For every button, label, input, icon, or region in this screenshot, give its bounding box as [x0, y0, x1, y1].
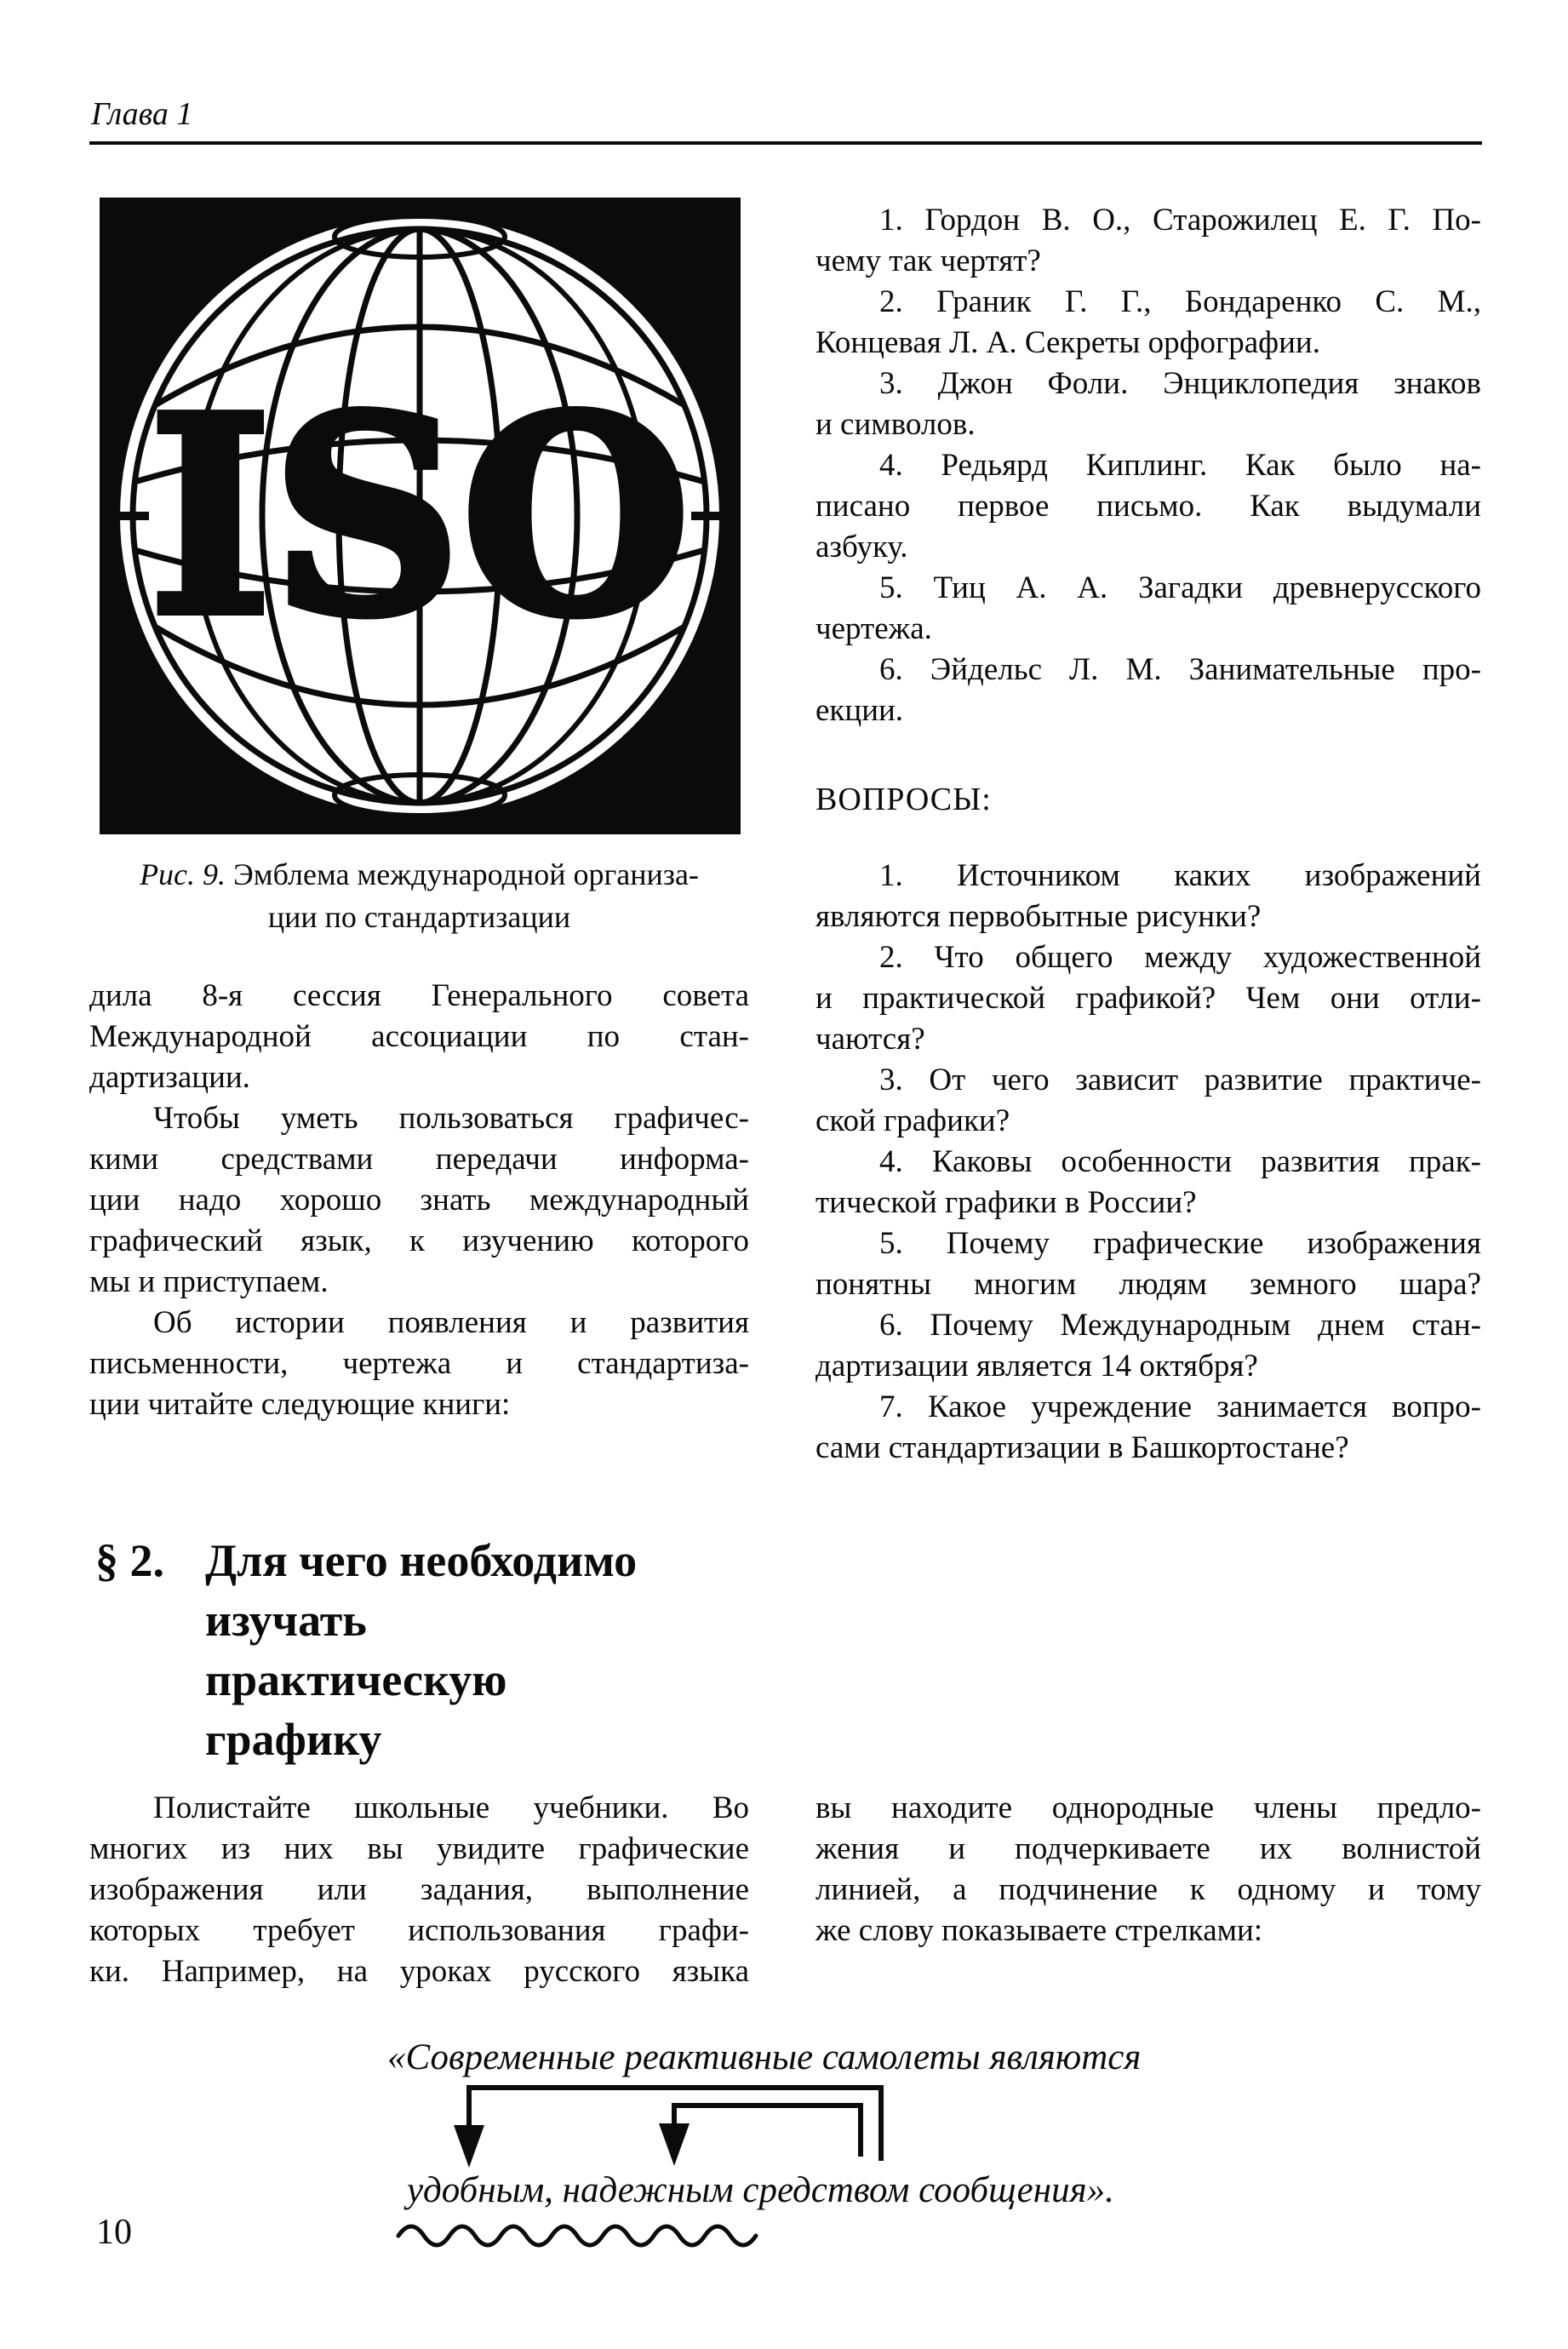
- questions-heading: ВОПРОСЫ:: [815, 782, 992, 817]
- text-line: Международной ассоциации по стан-: [89, 1019, 749, 1054]
- text-line: изучать: [205, 1595, 367, 1646]
- text-line: и символов.: [815, 407, 976, 442]
- text-line: чаются?: [815, 1022, 925, 1057]
- text-line: понятны многим людям земного шара?: [815, 1267, 1481, 1302]
- text-line: многих из них вы увидите графические: [89, 1831, 749, 1866]
- text-line: графический язык, к изучению которого: [89, 1223, 749, 1258]
- text-line: 6. Эйдельс Л. М. Занимательные про-: [879, 652, 1481, 687]
- text-line: писано первое письмо. Как выдумали: [815, 489, 1481, 524]
- text-line: 2. Что общего между художественной: [879, 940, 1481, 975]
- text-line: чертежа.: [815, 611, 932, 646]
- text-line: ки. Например, на уроках русского языка: [89, 1954, 749, 1989]
- text-line: екции.: [815, 693, 904, 728]
- diagram-bracket-inner: [674, 2106, 861, 2157]
- wavy-underline: [398, 2226, 756, 2245]
- text-line: являются первобытные рисунки?: [815, 899, 1262, 934]
- text-line: 4. Каковы особенности развития прак-: [879, 1144, 1481, 1179]
- diagram-arrowhead-middle: [659, 2123, 690, 2166]
- diagram-bracket-outer: [469, 2088, 881, 2161]
- quote-line-1: «Современные реактивные самолеты являются: [387, 2037, 1142, 2077]
- figure-caption-label: Рис. 9.: [140, 857, 226, 891]
- text-line: вы находите однородные члены предло-: [815, 1790, 1481, 1825]
- text-line: ской графики?: [815, 1103, 1010, 1138]
- bottom-left-text: [89, 1788, 749, 1992]
- text-line: и практической графикой? Чем они отли-: [815, 981, 1481, 1016]
- iso-figure: [100, 198, 741, 834]
- text-line: графику: [205, 1714, 382, 1765]
- figure-caption-text: Эмблема международной организа-: [226, 857, 699, 891]
- text-line: дартизации является 14 октября?: [815, 1349, 1258, 1384]
- text-line: кими средствами передачи информа-: [89, 1142, 749, 1177]
- text-line: 1. Источником каких изображений: [879, 858, 1481, 893]
- text-line: тической графики в России?: [815, 1185, 1197, 1220]
- text-line: дила 8-я сессия Генерального совета: [89, 978, 749, 1013]
- text-line: 3. Джон Фоли. Энциклопедия знаков: [879, 366, 1481, 401]
- text-line: Об истории появления и развития: [153, 1305, 749, 1340]
- text-line: которых требует использования графи-: [89, 1913, 749, 1948]
- text-line: азбуку.: [815, 530, 908, 564]
- questions-list: [815, 856, 1481, 1469]
- section-number: § 2.: [95, 1535, 164, 1586]
- text-line: же слову показываете стрелками:: [815, 1913, 1263, 1948]
- left-column-text: [89, 976, 749, 1425]
- text-line: Полистайте школьные учебники. Во: [153, 1790, 749, 1825]
- text-line: изображения или задания, выполнение: [89, 1872, 749, 1907]
- header-rule: [89, 141, 1482, 145]
- text-line: дартизации.: [89, 1060, 250, 1095]
- text-line: сами стандартизации в Башкортостане?: [815, 1430, 1349, 1465]
- page-number: 10: [96, 2213, 132, 2252]
- text-line: 3. От чего зависит развитие практиче-: [879, 1063, 1481, 1097]
- figure-caption-line2: ции по стандартизации: [267, 900, 571, 934]
- chapter-header: Глава 1: [91, 96, 193, 132]
- text-line: линией, а подчинение к одному и тому: [815, 1872, 1481, 1907]
- book-list: [815, 200, 1481, 731]
- bottom-right-text: [815, 1788, 1481, 1951]
- text-line: ции читайте следующие книги:: [89, 1387, 511, 1422]
- iso-emblem-image: [100, 198, 741, 834]
- text-line: письменности, чертежа и стандартиза-: [89, 1346, 749, 1381]
- text-line: Концевая Л. А. Секреты орфографии.: [815, 325, 1320, 360]
- text-line: практическую: [205, 1654, 507, 1705]
- text-line: 5. Почему графические изображения: [879, 1226, 1481, 1261]
- text-line: ции надо хорошо знать международный: [89, 1183, 749, 1217]
- text-line: Чтобы уметь пользоваться графичес-: [153, 1101, 749, 1136]
- diagram-arrowhead-left: [454, 2125, 484, 2168]
- text-line: Для чего необходимо: [205, 1535, 638, 1586]
- text-line: чему так чертят?: [815, 243, 1041, 278]
- text-line: 2. Граник Г. Г., Бондаренко С. М.,: [879, 284, 1481, 319]
- text-line: 5. Тиц А. А. Загадки древнерусского: [879, 570, 1481, 605]
- quote-line-2: удобным, надежным средством сообщения».: [407, 2170, 1114, 2210]
- figure-caption: [89, 853, 749, 938]
- text-line: 4. Редьярд Киплинг. Как было на-: [879, 448, 1481, 483]
- text-line: 7. Какое учреждение занимается вопро-: [879, 1389, 1481, 1424]
- text-line: мы и приступаем.: [89, 1264, 329, 1299]
- figure-caption-line1: [89, 853, 749, 896]
- iso-lettering: ISO: [149, 357, 690, 675]
- text-line: жения и подчеркиваете их волнистой: [815, 1831, 1481, 1866]
- text-line: 6. Почему Международным днем стан-: [879, 1308, 1481, 1343]
- section-heading: [205, 1531, 750, 1769]
- text-line: 1. Гордон В. О., Старожилец Е. Г. По-: [879, 203, 1481, 238]
